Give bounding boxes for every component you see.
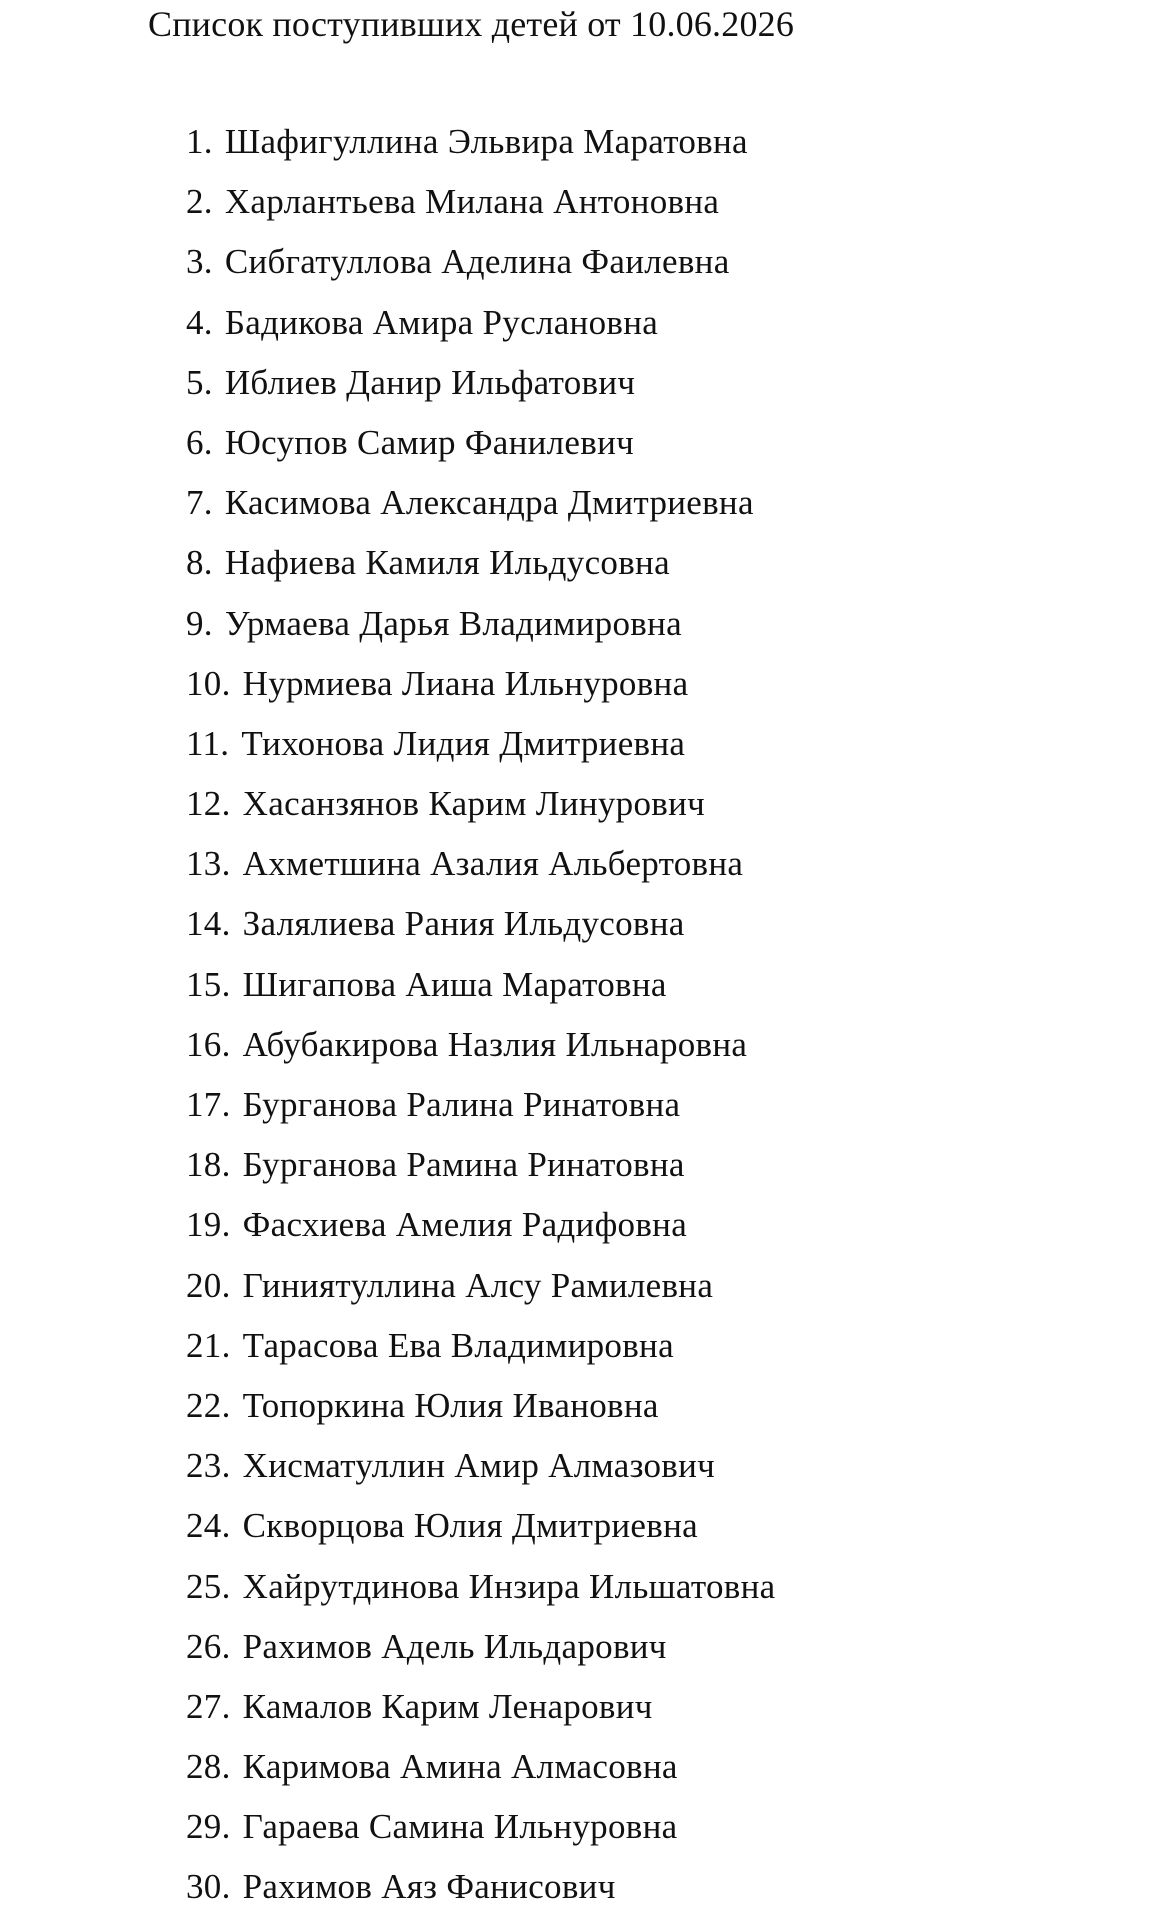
list-item: [186, 1803, 775, 1863]
list-item: [186, 1743, 775, 1803]
item-name: Хасанзянов Карим Линурович: [242, 784, 706, 824]
list-item: [186, 1382, 775, 1442]
list-item: [186, 1563, 775, 1623]
item-name: Бурганова Рамина Ринатовна: [242, 1145, 685, 1185]
item-number: 23.: [186, 1446, 231, 1486]
item-number: 9.: [186, 603, 213, 643]
item-number: 18.: [186, 1145, 231, 1185]
list-item: [186, 1502, 775, 1562]
item-number: 5.: [186, 362, 213, 402]
item-name: Касимова Александра Дмитриевна: [224, 483, 754, 523]
list-item: [186, 1262, 775, 1322]
list-item: [186, 900, 775, 960]
item-number: 29.: [186, 1807, 231, 1847]
item-number: 22.: [186, 1385, 231, 1425]
item-number: 12.: [186, 784, 231, 824]
item-number: 8.: [186, 543, 213, 583]
item-number: 13.: [186, 844, 231, 884]
item-number: 16.: [186, 1024, 231, 1064]
item-name: Тарасова Ева Владимировна: [242, 1325, 674, 1365]
item-name: Нурмиева Лиана Ильнуровна: [242, 663, 689, 703]
children-list: [186, 118, 775, 1924]
item-number: 17.: [186, 1085, 231, 1124]
item-name: Бурганова Ралина Ринатовна: [242, 1085, 681, 1124]
item-name: Хисматуллин Амир Алмазович: [242, 1446, 716, 1486]
item-name: Тихонова Лидия Дмитриевна: [241, 723, 686, 763]
item-name: Сибгатуллова Аделина Фаилевна: [224, 242, 730, 282]
list-item: [186, 600, 775, 660]
item-name: Топоркина Юлия Ивановна: [242, 1385, 659, 1425]
item-name: Скворцова Юлия Дмитриевна: [242, 1506, 698, 1546]
item-number: 14.: [186, 904, 231, 944]
item-name: Камалов Карим Ленарович: [242, 1686, 653, 1726]
list-item: [186, 359, 775, 419]
item-name: Хайрутдинова Инзира Ильшатовна: [242, 1566, 776, 1606]
item-name: Юсупов Самир Фанилевич: [224, 422, 635, 462]
list-item: [186, 419, 775, 479]
item-number: 24.: [186, 1506, 231, 1546]
item-name: Урмаева Дарья Владимировна: [224, 603, 682, 643]
item-name: Шафигуллина Эльвира Маратовна: [224, 122, 748, 161]
item-name: Бадикова Амира Руслановна: [224, 302, 659, 342]
list-item: [186, 1201, 775, 1261]
item-name: Гиниятуллина Алсу Рамилевна: [242, 1265, 714, 1305]
item-name: Залялиева Рания Ильдусовна: [242, 904, 685, 944]
list-item: [186, 660, 775, 720]
item-number: 4.: [186, 302, 213, 342]
list-item: [186, 1021, 775, 1081]
item-number: 28.: [186, 1747, 231, 1787]
item-number: 21.: [186, 1325, 231, 1365]
item-number: 15.: [186, 964, 231, 1004]
list-item: [186, 1623, 775, 1683]
item-number: 10.: [186, 663, 231, 703]
item-number: 27.: [186, 1686, 231, 1726]
item-name: Каримова Амина Алмасовна: [242, 1747, 678, 1787]
item-number: 6.: [186, 422, 213, 462]
list-item: [186, 840, 775, 900]
item-name: Фасхиева Амелия Радифовна: [242, 1205, 688, 1245]
list-item: [186, 178, 775, 238]
item-name: Рахимов Адель Ильдарович: [242, 1626, 667, 1666]
item-number: 7.: [186, 483, 213, 523]
list-item: [186, 118, 775, 178]
item-number: 30.: [186, 1867, 231, 1907]
item-name: Иблиев Данир Ильфатович: [224, 362, 636, 402]
list-item: [186, 720, 775, 780]
document-title: Список поступивших детей от 10.06.2026: [148, 4, 795, 44]
list-item: [186, 1863, 775, 1923]
list-item: [186, 479, 775, 539]
list-item: [186, 1683, 775, 1743]
list-item: [186, 780, 775, 840]
item-name: Рахимов Аяз Фанисович: [242, 1867, 616, 1907]
item-number: 20.: [186, 1265, 231, 1305]
item-number: 19.: [186, 1205, 231, 1245]
item-number: 11.: [186, 723, 230, 763]
list-item: [186, 238, 775, 298]
list-item: [186, 1322, 775, 1382]
item-number: 3.: [186, 242, 213, 282]
list-item: [186, 539, 775, 599]
item-name: Харлантьева Милана Антоновна: [224, 182, 720, 222]
list-item: [186, 1141, 775, 1201]
list-item: [186, 299, 775, 359]
item-name: Абубакирова Назлия Ильнаровна: [242, 1024, 748, 1064]
item-number: 1.: [186, 122, 213, 161]
list-item: [186, 1081, 775, 1141]
item-number: 26.: [186, 1626, 231, 1666]
item-name: Нафиева Камиля Ильдусовна: [224, 543, 670, 583]
item-number: 25.: [186, 1566, 231, 1606]
item-name: Гараева Самина Ильнуровна: [242, 1807, 678, 1847]
list-item: [186, 1442, 775, 1502]
item-name: Шигапова Аиша Маратовна: [242, 964, 667, 1004]
list-item: [186, 961, 775, 1021]
item-number: 2.: [186, 182, 213, 222]
item-name: Ахметшина Азалия Альбертовна: [242, 844, 744, 884]
